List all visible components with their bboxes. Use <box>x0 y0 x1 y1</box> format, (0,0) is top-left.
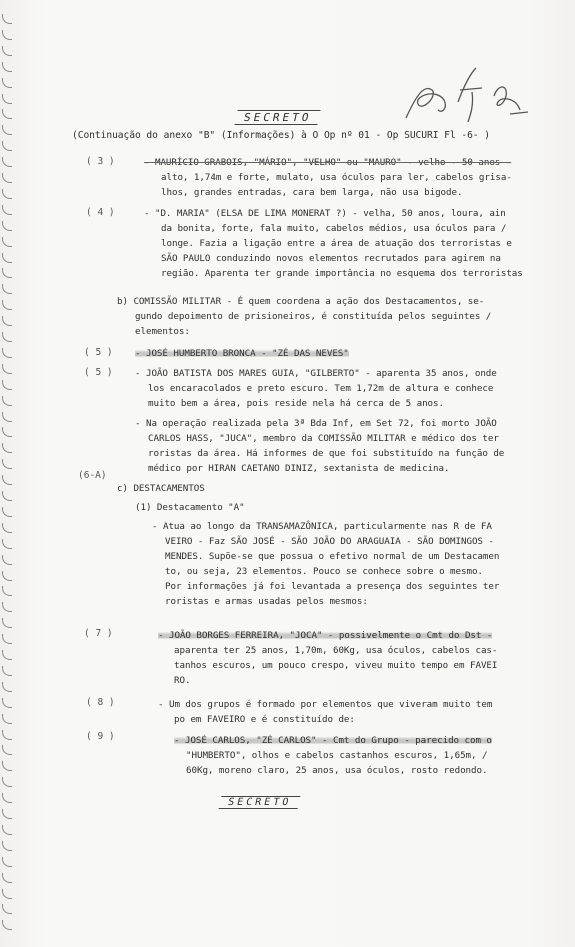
perforation-hole <box>2 745 12 755</box>
marker-5a: ( 5 ) <box>84 347 113 358</box>
perforation-hole <box>2 30 12 40</box>
text-line: 60Kg, moreno claro, 25 anos, usa óculos, rosto redondo. <box>186 765 488 776</box>
text-line: médico por HIRAN CAETANO DINIZ, sextanista de medicina. <box>148 463 450 474</box>
perforation-hole <box>2 523 12 533</box>
perforation-hole <box>2 380 12 390</box>
text-line: tanhos escuros, um pouco crespo, viveu muito tempo em FAVEI <box>174 660 498 671</box>
perforation-hole <box>2 889 12 899</box>
text-line: - JOSÉ HUMBERTO BRONCA - "ZÉ DAS NEVES" <box>135 348 349 359</box>
perforation-hole <box>2 300 12 310</box>
marker-7: ( 7 ) <box>84 628 113 639</box>
text-line: muito bem a área, pois reside nela há cerca de 5 anos. <box>148 398 444 409</box>
text-line: to, ou seja, 23 elementos. Pouco se conhece sobre o mesmo. <box>165 566 483 577</box>
perforation-hole <box>2 443 12 453</box>
text-line: - JOÃO BORGES FERREIRA, "JOCA" - possivelmente o Cmt do Dst - <box>158 630 493 641</box>
perforation-hole <box>2 157 12 167</box>
perforation-hole <box>2 412 12 422</box>
perforation-hole <box>2 62 12 72</box>
perforation-hole <box>2 857 12 867</box>
text-line: roristas e armas usadas pelos mesmos: <box>165 596 368 607</box>
perforation-hole <box>2 682 12 692</box>
text-line: (1) Destacamento "A" <box>135 502 245 513</box>
text-line: gundo depoimento de prisioneiros, é constituída pelos seguintes / <box>135 311 492 322</box>
perforation-hole <box>2 730 12 740</box>
perforation-hole <box>2 618 12 628</box>
text-line: lhos, grandes entradas, cara bem larga, não usa bigode. <box>161 187 463 198</box>
text-line: longe. Fazia a ligação entre a área de atuação dos terroristas e <box>161 238 512 249</box>
perforation-edge <box>0 14 16 934</box>
text-line: SÃO PAULO conduzindo novos elementos recrutados para agirem na <box>161 253 501 264</box>
marker-9: ( 9 ) <box>86 731 115 742</box>
perforation-hole <box>2 793 12 803</box>
text-line: - MAURÍCIO GRABOIS, "MÁRIO", "VELHO" ou "MAURO" - velho - 50 anos - <box>144 157 512 168</box>
perforation-hole <box>2 459 12 469</box>
perforation-hole <box>2 539 12 549</box>
perforation-hole <box>2 189 12 199</box>
perforation-hole <box>2 284 12 294</box>
text-line: região. Aparenta ter grande importância no esquema dos terroristas <box>161 268 523 279</box>
text-line: CARLOS HASS, "JUCA", membro da COMISSÃO MILITAR e médico dos ter <box>148 433 499 444</box>
text-line: po em FAVEIRO e é constituído de: <box>174 714 355 725</box>
perforation-hole <box>2 253 12 263</box>
text-line: b) COMISSÃO MILITAR - É quem coordena a ação dos Destacamentos, se- <box>117 296 485 307</box>
perforation-hole <box>2 761 12 771</box>
perforation-hole <box>2 14 12 24</box>
text-line: c) DESTACAMENTOS <box>117 483 205 494</box>
perforation-hole <box>2 94 12 104</box>
marker-6a: (6-A) <box>78 470 107 481</box>
text-line: alto, 1,74m e forte, mulato, usa óculos para ler, cabelos grisa- <box>161 172 512 183</box>
secret-stamp-top: SECRETO <box>234 110 321 125</box>
text-line: - Na operação realizada pela 3ª Bda Inf, em Set 72, foi morto JOÃO <box>135 418 497 429</box>
perforation-hole <box>2 268 12 278</box>
perforation-hole <box>2 173 12 183</box>
perforation-hole <box>2 571 12 581</box>
perforation-hole <box>2 507 12 517</box>
perforation-hole <box>2 650 12 660</box>
text-line: "HUMBERTO", olhos e cabelos castanhos escuros, 1,65m, / <box>186 750 488 761</box>
text-line: elementos: <box>135 326 190 337</box>
perforation-hole <box>2 777 12 787</box>
text-line: Por informações já foi levantada a presença dos seguintes ter <box>165 581 500 592</box>
text-line: VEIRO - Faz SÃO JOSÉ - SÃO JOÃO DO ARAGUAIA - SÃO DOMINGOS - <box>165 536 494 547</box>
text-line: los encaracolados e preto escuro. Tem 1,72m de altura e conhece <box>148 383 494 394</box>
perforation-hole <box>2 348 12 358</box>
perforation-hole <box>2 698 12 708</box>
perforation-hole <box>2 78 12 88</box>
perforation-hole <box>2 316 12 326</box>
text-line: - "D. MARIA" (ELSA DE LIMA MONERAT ?) - velha, 50 anos, loura, ain <box>144 208 506 219</box>
text-line: MENDES. Supõe-se que possua o efetivo normal de um Destacamen <box>165 551 500 562</box>
perforation-hole <box>2 920 12 930</box>
perforation-hole <box>2 873 12 883</box>
perforation-hole <box>2 555 12 565</box>
perforation-hole <box>2 904 12 914</box>
marker-5b: ( 5 ) <box>84 367 113 378</box>
handwritten-signature <box>398 66 538 126</box>
marker-8: ( 8 ) <box>86 697 115 708</box>
perforation-hole <box>2 364 12 374</box>
text-line: roristas da área. Há informes de que foi substituído na função de <box>148 448 505 459</box>
perforation-hole <box>2 809 12 819</box>
perforation-hole <box>2 237 12 247</box>
perforation-hole <box>2 46 12 56</box>
perforation-hole <box>2 125 12 135</box>
perforation-hole <box>2 602 12 612</box>
marker-3: ( 3 ) <box>86 156 115 167</box>
perforation-hole <box>2 586 12 596</box>
text-line: RO. <box>174 675 191 686</box>
text-line: - JOSÉ CARLOS, "ZÉ CARLOS" - Cmt do Grupo - parecido com o <box>174 735 492 746</box>
perforation-hole <box>2 141 12 151</box>
text-line: - Atua ao longo da TRANSAMAZÔNICA, particularmente nas R de FA <box>152 521 492 532</box>
perforation-hole <box>2 396 12 406</box>
perforation-hole <box>2 714 12 724</box>
perforation-hole <box>2 332 12 342</box>
text-line: aparenta ter 25 anos, 1,70m, 60Kg, usa óculos, cabelos cas- <box>174 645 498 656</box>
perforation-hole <box>2 491 12 501</box>
perforation-hole <box>2 427 12 437</box>
perforation-hole <box>2 221 12 231</box>
text-line: - JOÃO BATISTA DOS MARES GUIA, "GILBERTO" - aparenta 35 anos, onde <box>135 368 497 379</box>
text-line: da bonita, forte, fala muito, cabelos médios, usa óculos para / <box>161 223 507 234</box>
perforation-hole <box>2 109 12 119</box>
continuation-header: (Continuação do anexo "B" (Informações) à O Op nº 01 - Op SUCURI Fl -6- ) <box>72 130 490 141</box>
marker-4: ( 4 ) <box>86 207 115 218</box>
secret-stamp-bottom: SECRETO <box>219 796 301 809</box>
perforation-hole <box>2 825 12 835</box>
perforation-hole <box>2 666 12 676</box>
perforation-hole <box>2 205 12 215</box>
perforation-hole <box>2 841 12 851</box>
text-line: - Um dos grupos é formado por elementos que viveram muito tem <box>158 699 493 710</box>
perforation-hole <box>2 634 12 644</box>
perforation-hole <box>2 475 12 485</box>
